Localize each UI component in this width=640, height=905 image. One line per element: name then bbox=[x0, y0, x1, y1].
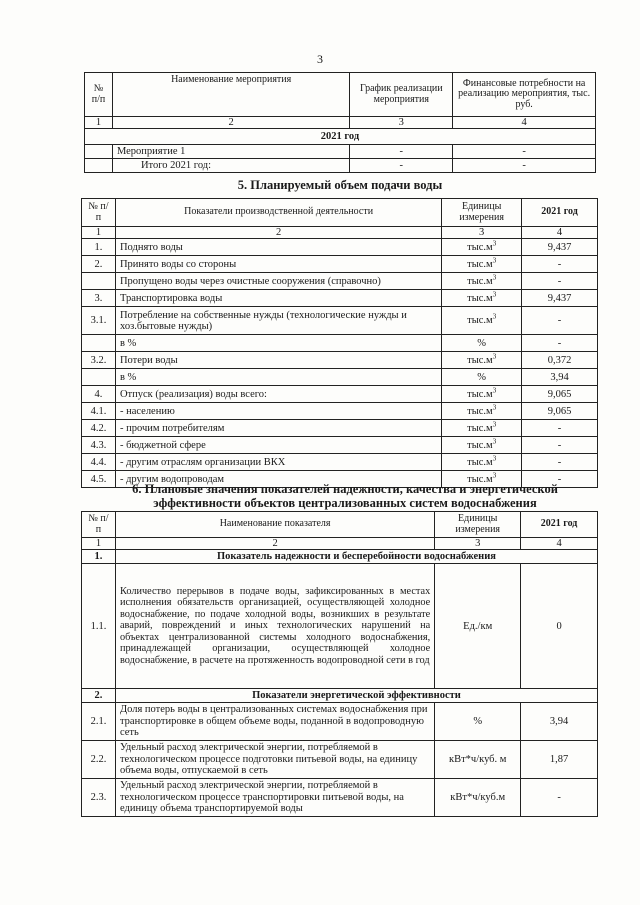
indicator-name: Поднято воды bbox=[115, 239, 441, 256]
row-number: 2. bbox=[82, 256, 116, 273]
measure-finance: - bbox=[453, 145, 596, 159]
header-cell: № п/п bbox=[82, 199, 116, 227]
row-number: 4.4. bbox=[82, 454, 116, 471]
column-number: 4 bbox=[453, 117, 596, 129]
indicator-name: Потребление на собственные нужды (технологические нужды и хоз.бытовые нужды) bbox=[115, 307, 441, 335]
table-row bbox=[82, 335, 598, 352]
table-row bbox=[82, 741, 598, 779]
indicator-value: 9,437 bbox=[522, 239, 598, 256]
column-number: 3 bbox=[350, 117, 453, 129]
table-row bbox=[82, 290, 598, 307]
indicator-value: 9,437 bbox=[522, 290, 598, 307]
table-row bbox=[82, 307, 598, 335]
unit-sup: 3 bbox=[492, 454, 497, 462]
table-row bbox=[82, 564, 598, 689]
row-number: 4.3. bbox=[82, 437, 116, 454]
unit-base: тыс.м bbox=[467, 456, 493, 468]
unit-sup: 3 bbox=[492, 273, 497, 281]
column-number: 3 bbox=[435, 538, 521, 550]
row-number: 2.1. bbox=[82, 703, 116, 741]
unit-sup: 3 bbox=[492, 386, 497, 394]
total-label: Итого 2021 год: bbox=[112, 159, 349, 173]
measure-name: Мероприятие 1 bbox=[112, 145, 349, 159]
table-row bbox=[82, 403, 598, 420]
indicator-unit bbox=[442, 420, 522, 437]
indicator-unit bbox=[442, 403, 522, 420]
indicator-unit bbox=[442, 290, 522, 307]
indicator-name: - бюджетной сфере bbox=[115, 437, 441, 454]
indicator-value: - bbox=[522, 273, 598, 290]
unit-base: тыс.м bbox=[467, 258, 493, 270]
header-cell: Единицы измерения bbox=[435, 512, 521, 538]
unit-base: тыс.м bbox=[467, 439, 493, 451]
unit-base: тыс.м bbox=[467, 315, 493, 326]
header-cell: Единицы измерения bbox=[442, 199, 522, 227]
measures-table bbox=[84, 72, 596, 173]
unit-base: тыс.м bbox=[467, 422, 493, 434]
table-row bbox=[85, 145, 596, 159]
indicator-value: 1,87 bbox=[521, 741, 598, 779]
row-number: 3.1. bbox=[82, 307, 116, 335]
table-row bbox=[82, 779, 598, 817]
indicator-value: 0 bbox=[521, 564, 598, 689]
indicator-value: - bbox=[521, 779, 598, 817]
indicator-value: - bbox=[522, 420, 598, 437]
table-row bbox=[82, 454, 598, 471]
table-row bbox=[82, 256, 598, 273]
header-cell: График реализации мероприятия bbox=[350, 73, 453, 117]
page-number: 3 bbox=[317, 52, 323, 66]
row-number: 3.2. bbox=[82, 352, 116, 369]
indicator-value: 9,065 bbox=[522, 403, 598, 420]
row-number: 4.5. bbox=[82, 471, 116, 488]
row-number: 2.2. bbox=[82, 741, 116, 779]
indicator-value: 3,94 bbox=[521, 703, 598, 741]
indicator-name: в % bbox=[115, 335, 441, 352]
indicator-unit bbox=[442, 256, 522, 273]
indicator-value: - bbox=[522, 437, 598, 454]
unit-sup: 3 bbox=[492, 239, 497, 247]
section-6-title-line2: эффективности объектов централизованных систем водоснабжения bbox=[153, 496, 537, 510]
indicator-unit bbox=[442, 335, 522, 352]
year-row: 2021 год bbox=[85, 129, 596, 145]
unit-base: тыс.м bbox=[467, 388, 493, 400]
column-number: 2 bbox=[115, 538, 434, 550]
table-row bbox=[82, 369, 598, 386]
indicator-value: 3,94 bbox=[522, 369, 598, 386]
indicator-unit bbox=[442, 454, 522, 471]
indicator-value: - bbox=[522, 471, 598, 488]
indicator-name: в % bbox=[115, 369, 441, 386]
indicator-value: - bbox=[522, 256, 598, 273]
indicator-name: - другим отраслям организации ВКХ bbox=[115, 454, 441, 471]
indicator-value: 9,065 bbox=[522, 386, 598, 403]
row-number: 1. bbox=[82, 239, 116, 256]
column-number: 4 bbox=[522, 227, 598, 239]
section-6-title bbox=[80, 482, 610, 510]
group-title: Показатель надежности и бесперебойности водоснабжения bbox=[115, 550, 597, 564]
group-number: 1. bbox=[82, 550, 116, 564]
indicator-name: Принято воды со стороны bbox=[115, 256, 441, 273]
header-cell: № п/п bbox=[85, 73, 113, 117]
table-row bbox=[82, 703, 598, 741]
table-row bbox=[82, 386, 598, 403]
column-number: 2 bbox=[112, 117, 349, 129]
indicator-name: - прочим потребителям bbox=[115, 420, 441, 437]
header-cell: Показатели производственной деятельности bbox=[115, 199, 441, 227]
column-number: 1 bbox=[82, 227, 116, 239]
indicator-name: - населению bbox=[115, 403, 441, 420]
measure-schedule: - bbox=[350, 145, 453, 159]
indicator-unit bbox=[442, 352, 522, 369]
indicator-unit bbox=[442, 307, 522, 335]
unit-sup: 3 bbox=[492, 420, 497, 428]
indicator-unit bbox=[442, 369, 522, 386]
header-cell: Наименование показателя bbox=[115, 512, 434, 538]
indicators-table bbox=[81, 511, 598, 817]
unit-sup: 3 bbox=[492, 352, 497, 360]
unit-base: тыс.м bbox=[467, 354, 493, 366]
column-number: 1 bbox=[85, 117, 113, 129]
water-supply-table bbox=[81, 198, 598, 488]
indicator-name: Потери воды bbox=[115, 352, 441, 369]
total-schedule: - bbox=[350, 159, 453, 173]
indicator-unit bbox=[442, 239, 522, 256]
row-number: 1.1. bbox=[82, 564, 116, 689]
indicator-unit bbox=[442, 437, 522, 454]
indicator-name: Транспортировка воды bbox=[115, 290, 441, 307]
indicator-name: Доля потерь воды в централизованных системах водоснабжения при транспортировке в общем объеме воды, поданной в водопроводную сеть bbox=[115, 703, 434, 741]
table-row bbox=[82, 239, 598, 256]
table-row bbox=[82, 437, 598, 454]
header-cell: № п/п bbox=[82, 512, 116, 538]
indicator-name: Отпуск (реализация) воды всего: bbox=[115, 386, 441, 403]
row-number: 4. bbox=[82, 386, 116, 403]
row-number bbox=[82, 369, 116, 386]
unit-base: тыс.м bbox=[467, 275, 493, 287]
group-title: Показатели энергетической эффективности bbox=[115, 689, 597, 703]
row-number bbox=[82, 273, 116, 290]
row-number: 4.1. bbox=[82, 403, 116, 420]
unit-sup: 3 bbox=[492, 256, 497, 264]
row-number: 2.3. bbox=[82, 779, 116, 817]
unit-sup: 3 bbox=[492, 312, 497, 321]
unit-base: тыс.м bbox=[467, 241, 493, 253]
column-number: 4 bbox=[521, 538, 598, 550]
column-number: 3 bbox=[442, 227, 522, 239]
total-finance: - bbox=[453, 159, 596, 173]
indicator-name: - другим водопроводам bbox=[115, 471, 441, 488]
indicator-unit bbox=[442, 386, 522, 403]
column-number: 1 bbox=[82, 538, 116, 550]
indicator-value: - bbox=[522, 454, 598, 471]
indicator-unit bbox=[442, 273, 522, 290]
unit-text: % bbox=[477, 371, 487, 383]
table-row bbox=[82, 420, 598, 437]
group-row bbox=[82, 689, 598, 703]
section-5-title: 5. Планируемый объем подачи воды bbox=[237, 178, 443, 192]
unit-sup: 3 bbox=[492, 403, 497, 411]
column-number: 2 bbox=[115, 227, 441, 239]
table-row bbox=[82, 273, 598, 290]
indicator-unit: Ед./км bbox=[435, 564, 521, 689]
indicator-name: Удельный расход электрической энергии, потребляемой в технологическом процессе транспортировки питьевой воды, на единицу объема транспортируемой воды bbox=[115, 779, 434, 817]
indicator-name: Количество перерывов в подаче воды, зафиксированных в местах исполнения обязательств организацией, осуществляющей холодное водоснабжение, по подаче холодной воды, возникших в результате аварий, повреждений и иных технологических нарушений на объектах централизованной системы холодного водоснабжения, принадлежащей организации, осуществляющей холодное водоснабжение, в расчете на протяженность водопроводной сети в год bbox=[115, 564, 434, 689]
unit-base: тыс.м bbox=[467, 405, 493, 417]
indicator-value: - bbox=[522, 307, 598, 335]
unit-text: % bbox=[477, 337, 487, 349]
unit-base: тыс.м bbox=[467, 292, 493, 304]
header-cell: Наименование мероприятия bbox=[112, 73, 349, 117]
indicator-unit: кВт*ч/куб. м bbox=[435, 741, 521, 779]
group-number: 2. bbox=[82, 689, 116, 703]
unit-sup: 3 bbox=[492, 290, 497, 298]
indicator-unit: % bbox=[435, 703, 521, 741]
unit-sup: 3 bbox=[492, 471, 497, 479]
indicator-value: - bbox=[522, 335, 598, 352]
group-row bbox=[82, 550, 598, 564]
row-number: 3. bbox=[82, 290, 116, 307]
section-6-title-line1: 6. Плановые значения показателей надежности, качества и энергетической bbox=[132, 482, 558, 496]
indicator-name: Удельный расход электрической энергии, потребляемой в технологическом процессе подготовки питьевой воды, на единицу объема воды, отпускаемой в сеть bbox=[115, 741, 434, 779]
header-cell: Финансовые потребности на реализацию мероприятия, тыс. руб. bbox=[453, 73, 596, 117]
indicator-value: 0,372 bbox=[522, 352, 598, 369]
unit-sup: 3 bbox=[492, 437, 497, 445]
row-number: 4.2. bbox=[82, 420, 116, 437]
table-row bbox=[85, 159, 596, 173]
header-cell: 2021 год bbox=[522, 199, 598, 227]
indicator-unit: кВт*ч/куб.м bbox=[435, 779, 521, 817]
indicator-name: Пропущено воды через очистные сооружения (справочно) bbox=[115, 273, 441, 290]
header-cell: 2021 год bbox=[521, 512, 598, 538]
table-row bbox=[82, 352, 598, 369]
unit-base: тыс.м bbox=[467, 473, 493, 485]
row-number bbox=[82, 335, 116, 352]
